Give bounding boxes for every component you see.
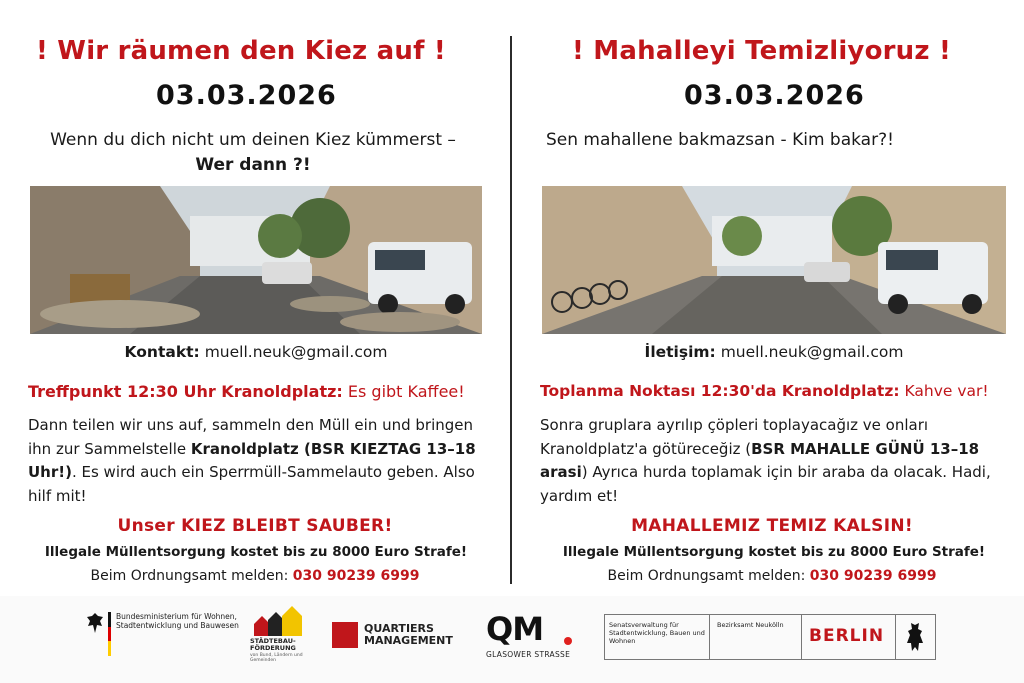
turkish-report-line [532, 568, 1012, 584]
logo-separator [801, 615, 802, 659]
logo-separator [895, 615, 896, 659]
german-flag-icon [108, 612, 111, 656]
german-report-line [20, 568, 490, 584]
turkish-contact-email[interactable]: muell.neuk@gmail.com [720, 343, 904, 361]
turkish-fine-notice: Illegale Müllentsorgung kostet bis zu 8000 Euro Strafe! [562, 544, 986, 560]
turkish-body-bold: BSR MAHALLE GÜNÜ 13–18 arasi [540, 439, 980, 481]
german-report-label: Beim Ordnungsamt melden: [90, 568, 289, 584]
german-fine-notice: Illegale Müllentsorgung kostet bis zu 8000 Euro Strafe! [44, 544, 468, 560]
turkish-body-part1: Sonra gruplara ayrılıp çöpleri toplayacağız ve onları Kranoldplatz'a götüreceğiz ( [540, 416, 929, 458]
german-date: 03.03.2026 [156, 80, 337, 111]
german-column [0, 0, 512, 596]
german-report-phone[interactable]: 030 90239 6999 [292, 568, 420, 584]
german-meeting-rest: Es gibt Kaffee! [347, 382, 465, 401]
german-contact [30, 343, 482, 361]
bmwsb-logo [86, 612, 239, 658]
sponsor-footer [0, 596, 1024, 683]
bmwsb-text: Bundesministerium für Wohnen, Stadtentwicklung und Bauwesen [116, 612, 239, 630]
turkish-meeting-point [540, 382, 989, 400]
turkish-column [512, 0, 1024, 596]
german-slogan: Unser KIEZ BLEIBT SAUBER! [117, 516, 393, 536]
turkish-meeting-bold: Toplanma Noktası 12:30'da Kranoldplatz: [540, 382, 900, 400]
senat-text: Senatsverwaltung für Stadtentwicklung, Bauen und Wohnen [609, 621, 705, 645]
staedtebaufoerderung-logo [250, 606, 306, 666]
german-body-part1: Dann teilen wir uns auf, sammeln den Müll ein und bringen ihn zur Sammelstelle [28, 416, 474, 458]
houses-icon [250, 606, 306, 636]
turkish-report-label: Beim Ordnungsamt melden: [607, 568, 806, 584]
street-photo-clean [542, 186, 1006, 334]
quartiersmanagement-logo [332, 620, 462, 650]
turkish-tagline: Sen mahallene bakmazsan - Kim bakar?! [546, 130, 894, 150]
qm-line2: MANAGEMENT [364, 634, 453, 647]
qm-line1: QUARTIERS [364, 622, 434, 635]
turkish-date: 03.03.2026 [684, 80, 865, 111]
turkish-contact [542, 343, 1006, 361]
berlin-bear-icon [903, 621, 927, 653]
qm-text [364, 623, 453, 647]
german-meeting-point [28, 382, 465, 401]
german-tagline-line2: Wer dann ?! [195, 155, 311, 175]
german-contact-email[interactable]: muell.neuk@gmail.com [204, 343, 388, 361]
german-meeting-bold: Treffpunkt 12:30 Uhr Kranoldplatz: [28, 382, 343, 401]
qm2-subtitle: GLASOWER STRASSE [486, 650, 571, 659]
logo-separator [709, 615, 710, 659]
sbf-subtitle: von Bund, Ländern und Gemeinden [250, 653, 303, 663]
sbf-title: STÄDTEBAU-FÖRDERUNG [250, 637, 296, 652]
red-dot-icon [564, 637, 572, 645]
turkish-body-part2: ) Ayrıca hurda toplamak için bir araba da olacak. Hadi, yardım et! [540, 463, 991, 505]
german-body-part2: . Es wird auch ein Sperrmüll-Sammelauto geben. Also hilf mit! [28, 463, 475, 505]
german-tagline [30, 128, 476, 178]
turkish-slogan: MAHALLEMIZ TEMIZ KALSIN! [631, 516, 913, 536]
german-headline: ! Wir räumen den Kiez auf ! [36, 36, 446, 66]
bezirksamt-text: Bezirksamt Neukölln [717, 621, 784, 629]
turkish-headline: ! Mahalleyi Temizliyoruz ! [572, 36, 952, 66]
turkish-contact-label: İletişim: [644, 343, 716, 361]
german-contact-label: Kontakt: [124, 343, 200, 361]
turkish-report-phone[interactable]: 030 90239 6999 [809, 568, 937, 584]
german-tagline-line1: Wenn du dich nicht um deinen Kiez kümmerst – [50, 130, 456, 150]
street-photo-with-trash [30, 186, 482, 334]
berlin-wordmark: BERLIN [809, 626, 885, 646]
qm-square-icon [332, 622, 358, 648]
qm-glasower-logo [486, 610, 582, 662]
federal-eagle-icon [86, 612, 104, 634]
german-body-text [28, 414, 498, 508]
qm2-letters: QM [486, 610, 544, 648]
german-body-bold: Kranoldplatz (BSR KIEZTAG 13–18 Uhr!) [28, 439, 476, 481]
turkish-meeting-rest: Kahve var! [904, 382, 989, 400]
turkish-body-text [540, 414, 1014, 508]
berlin-authorities-logo [604, 614, 936, 660]
